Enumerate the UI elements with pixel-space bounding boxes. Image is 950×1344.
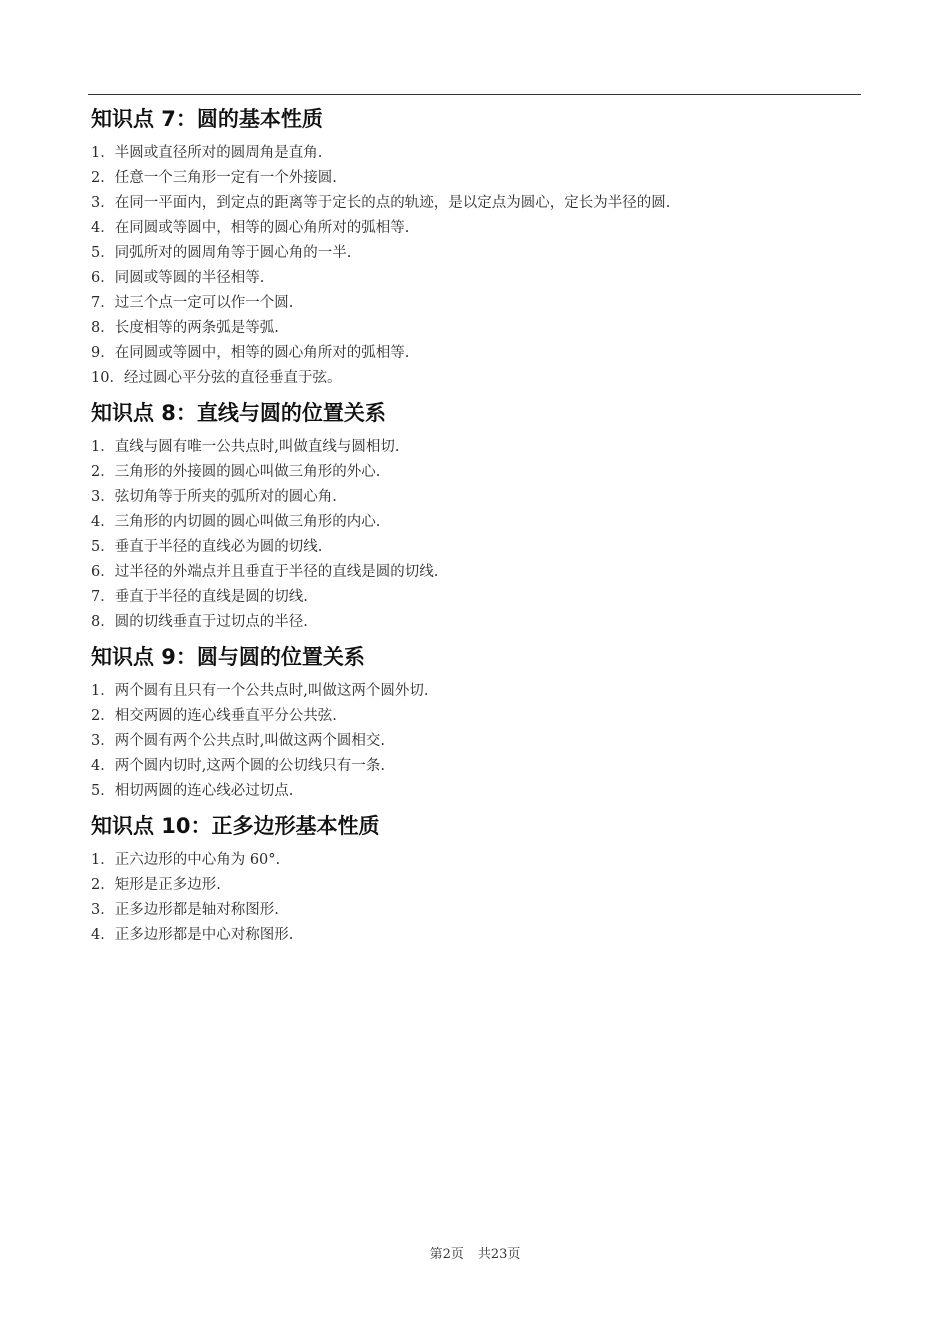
list-item: 4．在同圆或等圆中，相等的圆心角所对的弧相等. (91, 220, 410, 236)
section-8-list (91, 435, 861, 635)
list-item: 10．经过圆心平分弦的直径垂直于弦。 (91, 370, 342, 386)
list-item: 7．过三个点一定可以作一个圆. (91, 295, 294, 311)
list-item: 3．正多边形都是轴对称图形. (91, 902, 279, 918)
list-item: 9．在同圆或等圆中，相等的圆心角所对的弧相等. (91, 345, 410, 361)
content (91, 103, 861, 954)
page-number: 第2页 (429, 1247, 464, 1262)
list-item: 3．在同一平面内，到定点的距离等于定长的点的轨迹，是以定点为圆心，定长为半径的圆. (91, 195, 671, 211)
list-item: 2．任意一个三角形一定有一个外接圆. (91, 170, 337, 186)
section-title-10: 知识点 10：正多边形基本性质 (91, 814, 380, 838)
list-item: 2．相交两圆的连心线垂直平分公共弦. (91, 708, 337, 724)
list-item: 5．同弧所对的圆周角等于圆心角的一半. (91, 245, 352, 261)
list-item: 1．正六边形的中心角为 60°. (91, 852, 281, 868)
list-item: 3．弦切角等于所夹的弧所对的圆心角. (91, 489, 337, 505)
list-item: 4．正多边形都是中心对称图形. (91, 927, 294, 943)
section-title-7: 知识点 7：圆的基本性质 (91, 107, 323, 131)
section-title-8: 知识点 8：直线与圆的位置关系 (91, 401, 386, 425)
list-item: 1．两个圆有且只有一个公共点时,叫做这两个圆外切. (91, 683, 429, 699)
list-item: 6．过半径的外端点并且垂直于半径的直线是圆的切线. (91, 564, 439, 580)
list-item: 8．圆的切线垂直于过切点的半径. (91, 614, 308, 630)
list-item: 7．垂直于半径的直线是圆的切线. (91, 589, 308, 605)
page-total: 共23页 (477, 1247, 521, 1262)
list-item: 4．三角形的内切圆的圆心叫做三角形的内心. (91, 514, 381, 530)
header-rule (88, 94, 861, 95)
section-7-list (91, 141, 861, 391)
list-item: 5．垂直于半径的直线必为圆的切线. (91, 539, 323, 555)
section-9-list (91, 679, 861, 804)
list-item: 6．同圆或等圆的半径相等. (91, 270, 265, 286)
list-item: 2．三角形的外接圆的圆心叫做三角形的外心. (91, 464, 381, 480)
list-item: 2．矩形是正多边形. (91, 877, 221, 893)
section-title-9: 知识点 9：圆与圆的位置关系 (91, 645, 365, 669)
section-10-list (91, 848, 861, 948)
list-item: 4．两个圆内切时,这两个圆的公切线只有一条. (91, 758, 385, 774)
list-item: 3．两个圆有两个公共点时,叫做这两个圆相交. (91, 733, 385, 749)
list-item: 5．相切两圆的连心线必过切点. (91, 783, 294, 799)
list-item: 1．半圆或直径所对的圆周角是直角. (91, 145, 323, 161)
page-footer (0, 1246, 950, 1264)
list-item: 1．直线与圆有唯一公共点时,叫做直线与圆相切. (91, 439, 400, 455)
list-item: 8．长度相等的两条弧是等弧. (91, 320, 279, 336)
